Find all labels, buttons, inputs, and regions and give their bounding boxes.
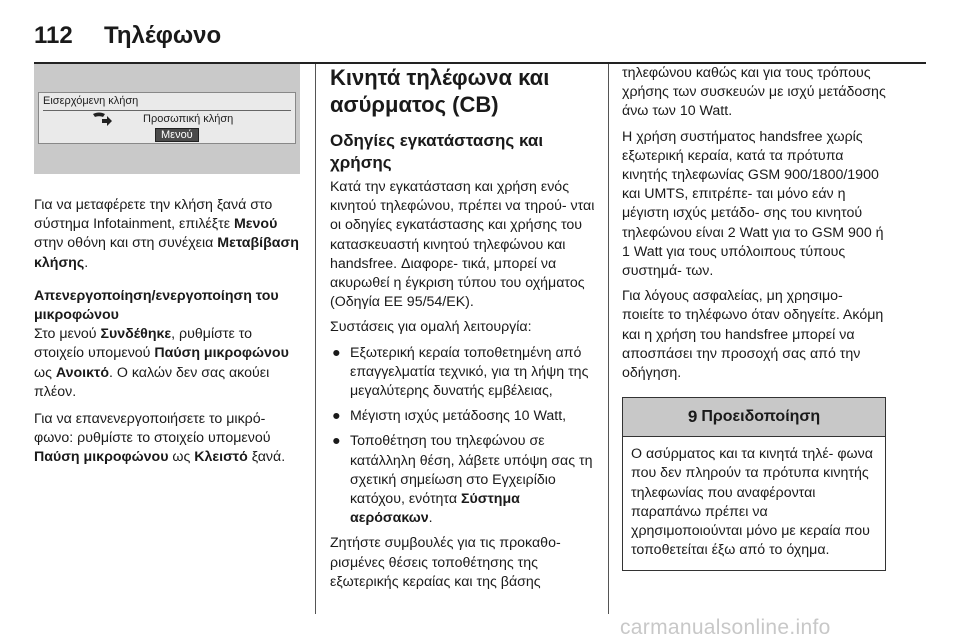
screen-panel [38, 92, 296, 144]
page-number: 112 [34, 22, 73, 49]
list-item: ● Τοποθέτηση του τηλεφώνου σε κατάλληλη θέση, λάβετε υπόψη σας τη σχετική σημείωση στο Εγχειρίδιο κατόχου, ενότητα Σύστημα αερόσακων. [332, 433, 593, 527]
screen-title: Εισερχόμενη κλήση [43, 95, 139, 107]
column-right [622, 64, 886, 571]
phone-transfer-icon [91, 110, 113, 129]
paragraph-unmute: Για να επανενεργοποιήσετε το μικρό- φωνο: ρυθμίστε το στοιχείο υπομενού Παύση μικροφώνου ως Κλειστό ξανά. [34, 411, 286, 466]
paragraph-transfer: Για να μεταφέρετε την κλήση ξανά στο σύστημα Infotainment, επιλέξτε Μενού στην οθόνη και στη συνέχεια Μεταβίβαση κλήσης. [34, 197, 299, 271]
column-middle [330, 64, 600, 592]
warning-box [622, 397, 886, 571]
warning-text: Ο ασύρματος και τα κινητά τηλέ- φωνα που δεν πληρούν τα πρότυπα κινητής τηλεφωνίας που αναφέρονται παραπάνω πρέπει να χρησιμοποιούνται μόνο με κεραία που τοποθετείται έξω από το όχημα. [631, 446, 873, 559]
watermark-text: carmanualsonline.info [620, 616, 831, 639]
warning-header [623, 398, 885, 437]
list-item: ● Εξωτερική κεραία τοποθετημένη από επαγγελματία τεχνικό, για τη λήψη της μεγαλύτερης δυνατής εμβέλειας, [332, 344, 589, 400]
paragraph-safety: Για λόγους ασφαλείας, μη χρησιμο- ποιείτε το τηλέφωνο όταν οδηγείτε. Ακόμη και η χρήση του handsfree μπορεί να αποσπάσει την προσοχή σας από την οδήγηση. [622, 288, 884, 382]
column-divider-2 [608, 64, 609, 614]
recommendation-list [330, 344, 600, 529]
column-left [34, 64, 300, 468]
section-title: Κινητά τηλέφωνα και ασύρματος (CB) [330, 65, 550, 117]
section-subtitle: Οδηγίες εγκατάστασης και χρήσης [330, 131, 544, 172]
paragraph-installation: Κατά την εγκατάσταση και χρήση ενός κινητού τηλεφώνου, πρέπει να τηρού- νται οι οδηγίες εγκατάστασης και χρήσης του κατασκευαστή κινητού τηλεφώνου και handsfree. Διαφορε- τικά, μπορεί να ακυρωθεί η έγκριση τύπου του οχήματος (Οδηγία ΕΕ 95/54/ΕΚ). [330, 179, 595, 311]
paragraph-handsfree: Η χρήση συστήματος handsfree χωρίς εξωτερική κεραία, κατά τα πρότυπα κινητής τηλεφωνίας GSM 900/1800/1900 και UMTS, επιτρέπε- ται μόνο εάν η μέγιστη ισχύς μετάδο- σης του κινητού τηλεφώνου είναι 2 Watt για το GSM 900 ή 1 Watt για τους υπόλοιπους τύπους συστημά- των. [622, 128, 884, 280]
paragraph-mute: Στο μενού Συνδέθηκε, ρυθμίστε το στοιχείο υπομενού Παύση μικροφώνου ως Ανοικτό. Ο καλών δεν σας ακούει πλέον. [34, 326, 289, 400]
screen-divider [43, 110, 291, 111]
warning-icon: 9 [687, 407, 698, 427]
warning-title: Προειδοποίηση [701, 408, 821, 426]
section-heading-microphone: Απενεργοποίηση/ενεργοποίηση του μικροφώνου [34, 287, 279, 324]
bullet-icon: ● [332, 408, 341, 425]
infotainment-screen-image [34, 64, 300, 174]
list-item: ● Μέγιστη ισχύς μετάδοσης 10 Watt, [330, 407, 600, 426]
bullet-icon: ● [332, 433, 341, 450]
paragraph-advice: Ζητήστε συμβουλές για τις προκαθο- ρισμένες θέσεις τοποθέτησης της εξωτερικής κεραίας και της βάσης [330, 535, 561, 590]
paragraph-recommendations: Συστάσεις για ομαλή λειτουργία: [330, 319, 532, 336]
warning-body [623, 437, 885, 570]
column-divider-1 [315, 64, 316, 614]
screen-menu-button: Μενού [155, 128, 199, 142]
paragraph-continued: τηλεφώνου καθώς και για τους τρόπους χρήσης των συσκευών με ισχύ μετάδοσης άνω των 10 Watt. [622, 65, 886, 120]
screen-item-private-call: Προσωπική κλήση [143, 113, 234, 125]
page-header [0, 0, 960, 62]
page-title: Τηλέφωνο [104, 22, 222, 49]
bullet-icon: ● [332, 344, 341, 361]
